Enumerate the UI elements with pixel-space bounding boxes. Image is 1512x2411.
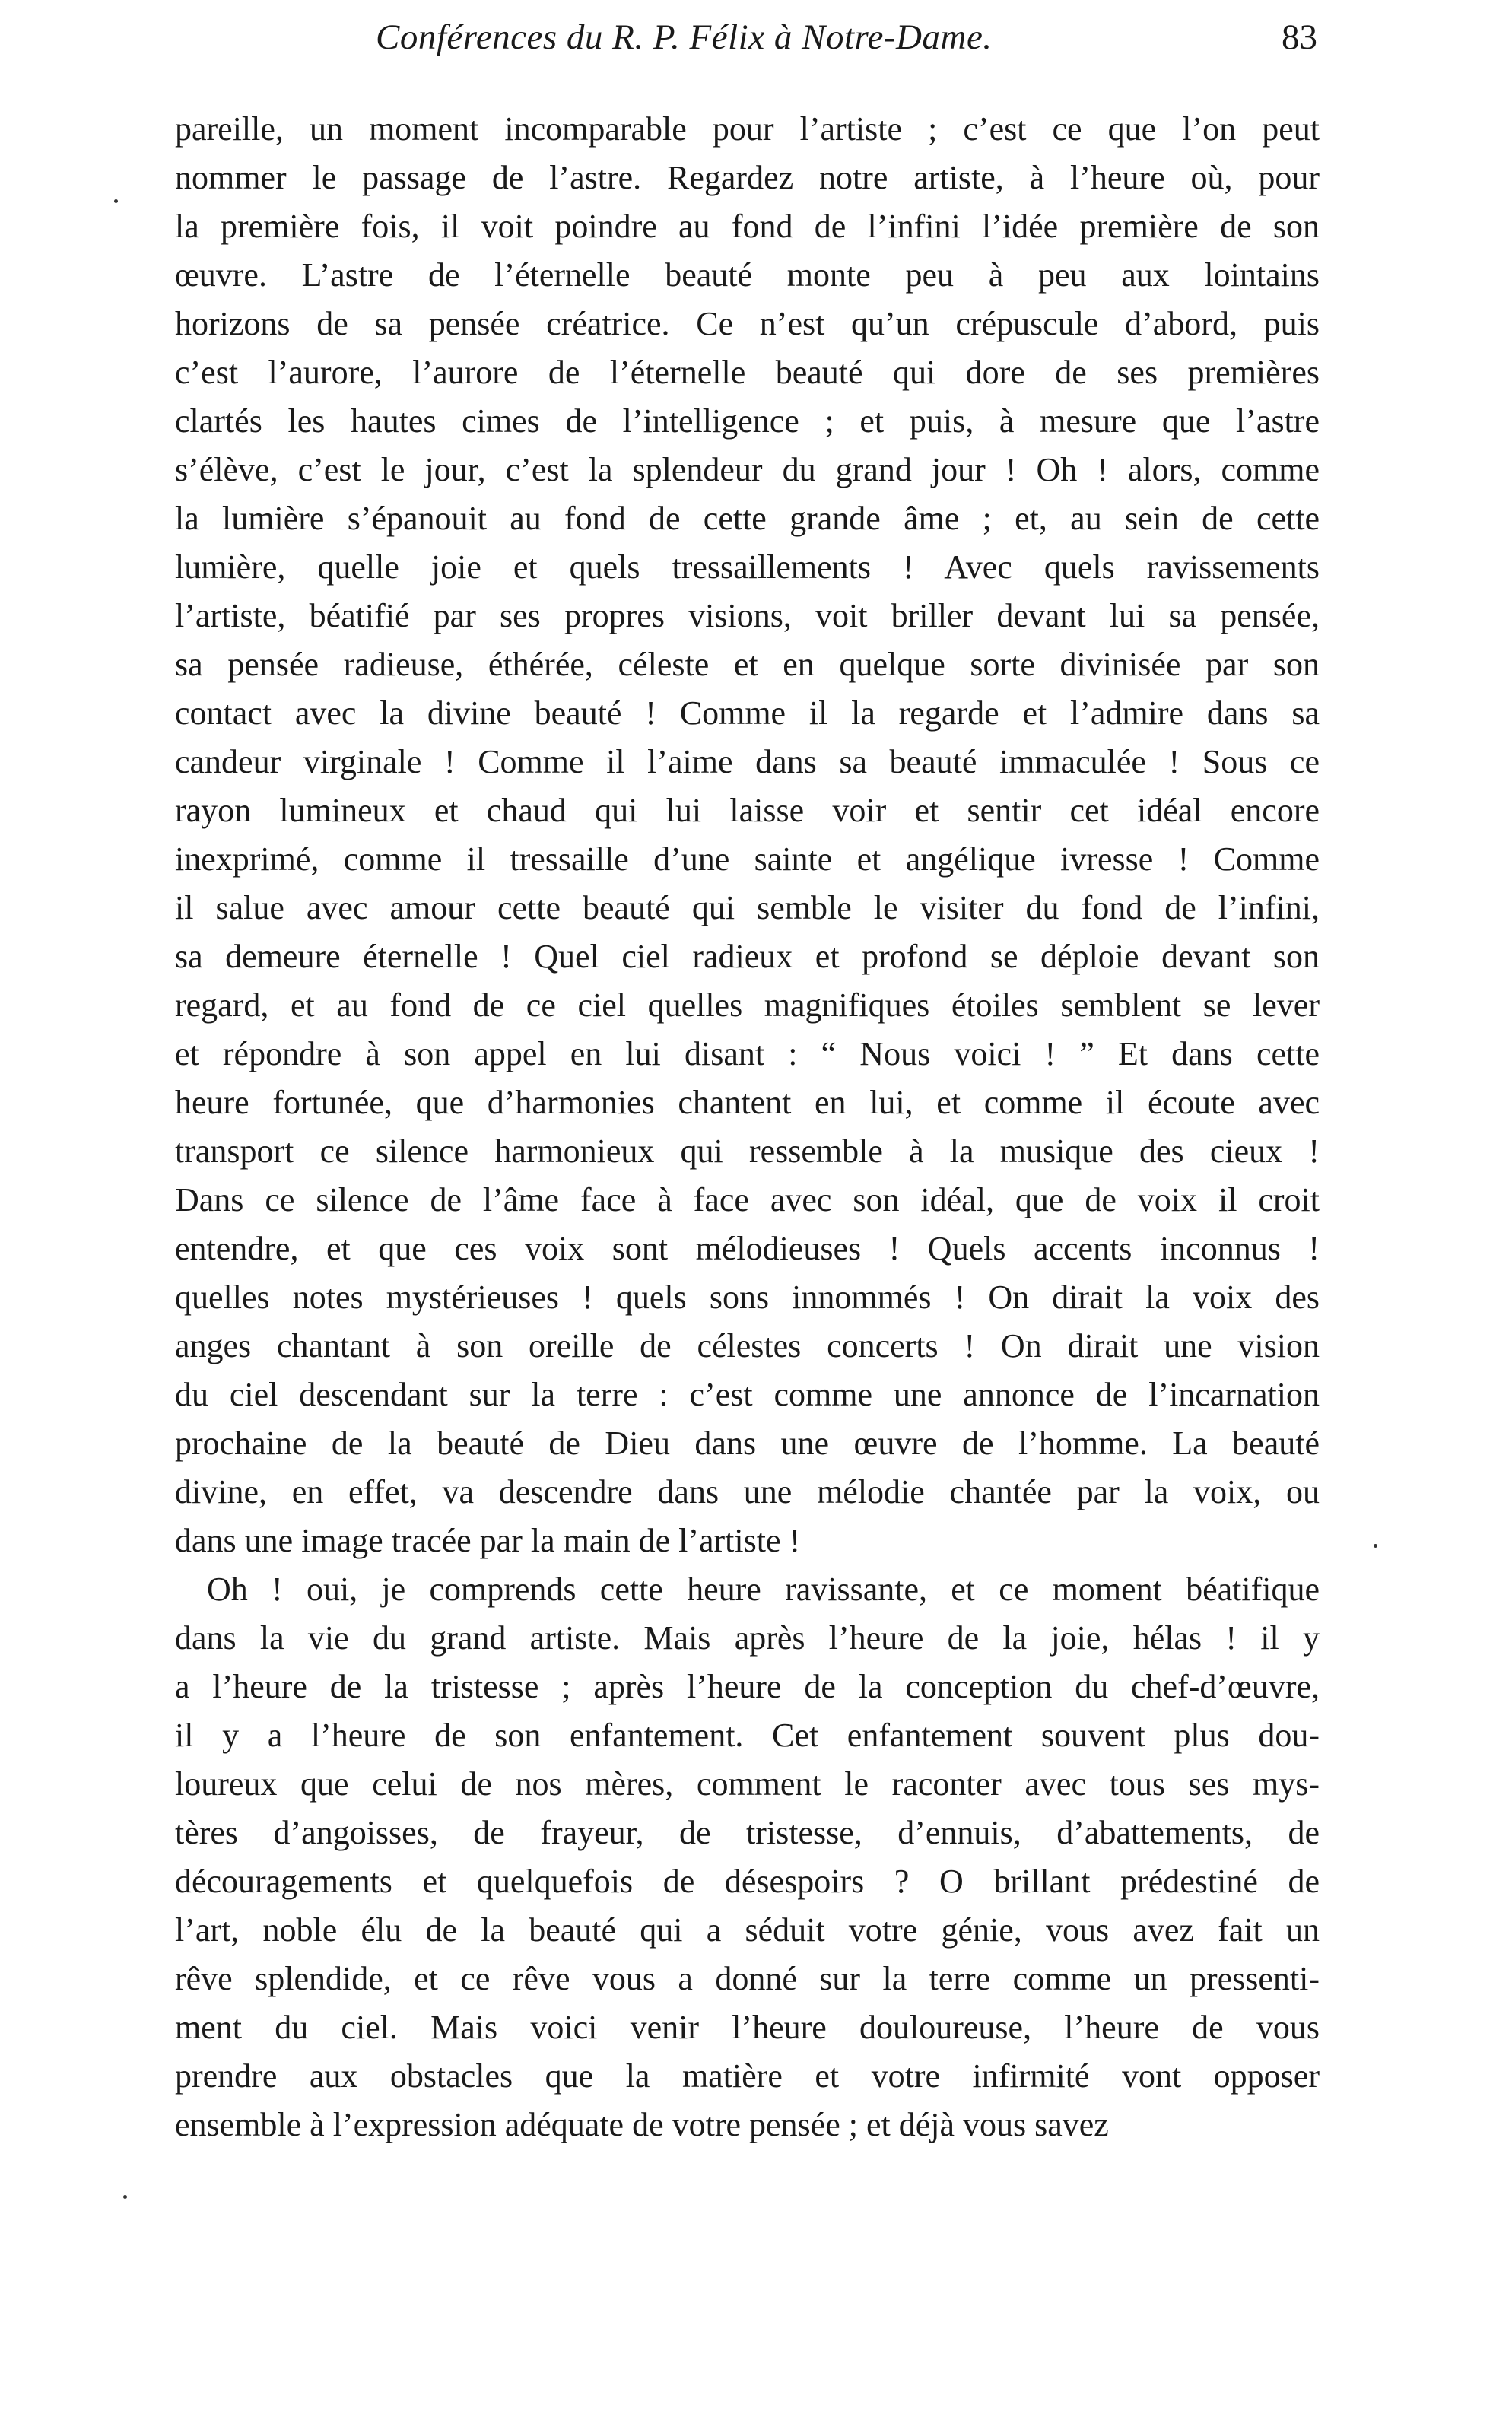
margin-speck: [114, 199, 118, 203]
text-line: sa demeure éternelle ! Quel ciel radieux et profond se déploie devant son: [175, 938, 1320, 975]
text-line: regard, et au fond de ce ciel quelles magnifiques étoiles semblent se lever: [175, 986, 1320, 1024]
text-line: nommer le passage de l’astre. Regardez notre artiste, à l’heure où, pour: [175, 159, 1320, 196]
margin-speck: [1374, 1544, 1377, 1548]
text-line: anges chantant à son oreille de célestes concerts ! On dirait une vision: [175, 1327, 1320, 1364]
text-line: l’art, noble élu de la beauté qui a séduit votre génie, vous avez fait un: [175, 1911, 1320, 1949]
text-line: heure fortunée, que d’harmonies chantent en lui, et comme il écoute avec: [175, 1084, 1320, 1121]
text-line: Oh ! oui, je comprends cette heure ravissante, et ce moment béatifique: [207, 1571, 1320, 1608]
text-line: dans une image tracée par la main de l’artiste !: [175, 1522, 801, 1559]
text-line: quelles notes mystérieuses ! quels sons innommés ! On dirait la voix des: [175, 1279, 1320, 1316]
paragraph: [175, 1565, 1320, 2149]
text-line: découragements et quelquefois de désespoirs ? O brillant prédestiné de: [175, 1863, 1320, 1900]
text-line: lumière, quelle joie et quels tressaillements ! Avec quels ravissements: [175, 548, 1320, 586]
text-line: a l’heure de la tristesse ; après l’heure de la conception du chef-d’œuvre,: [175, 1668, 1320, 1705]
text-line: clartés les hautes cimes de l’intelligence ; et puis, à mesure que l’astre: [175, 402, 1320, 440]
text-line: s’élève, c’est le jour, c’est la splendeur du grand jour ! Oh ! alors, comme: [175, 451, 1320, 488]
body-text: [175, 105, 1320, 2149]
text-line: prendre aux obstacles que la matière et votre infirmité vont opposer: [175, 2057, 1320, 2095]
text-line: ensemble à l’expression adéquate de votre pensée ; et déjà vous savez: [175, 2106, 1109, 2143]
text-line: il salue avec amour cette beauté qui semble le visiter du fond de l’infini,: [175, 889, 1320, 926]
text-line: œuvre. L’astre de l’éternelle beauté monte peu à peu aux lointains: [175, 256, 1320, 294]
text-line: sa pensée radieuse, éthérée, céleste et en quelque sorte divinisée par son: [175, 646, 1320, 683]
text-line: horizons de sa pensée créatrice. Ce n’est qu’un crépuscule d’abord, puis: [175, 305, 1320, 342]
running-title: Conférences du R. P. Félix à Notre-Dame.: [376, 17, 993, 57]
text-line: l’artiste, béatifié par ses propres visions, voit briller devant lui sa pensée,: [175, 597, 1320, 634]
text-line: ment du ciel. Mais voici venir l’heure douloureuse, l’heure de vous: [175, 2009, 1320, 2046]
text-line: transport ce silence harmonieux qui ressemble à la musique des cieux !: [175, 1132, 1320, 1170]
text-line: rayon lumineux et chaud qui lui laisse voir et sentir cet idéal encore: [175, 792, 1320, 829]
text-line: dans la vie du grand artiste. Mais après l’heure de la joie, hélas ! il y: [175, 1619, 1320, 1657]
text-line: rêve splendide, et ce rêve vous a donné sur la terre comme un pressenti-: [175, 1960, 1320, 1997]
text-line: pareille, un moment incomparable pour l’artiste ; c’est ce que l’on peut: [175, 110, 1320, 148]
margin-speck: [123, 2195, 127, 2199]
text-line: entendre, et que ces voix sont mélodieuses ! Quels accents inconnus !: [175, 1230, 1320, 1267]
text-line: et répondre à son appel en lui disant : “ Nous voici ! ” Et dans cette: [175, 1035, 1320, 1072]
paragraph: [175, 105, 1320, 1565]
text-line: du ciel descendant sur la terre : c’est comme une annonce de l’incarnation: [175, 1376, 1320, 1413]
text-line: divine, en effet, va descendre dans une mélodie chantée par la voix, ou: [175, 1473, 1320, 1510]
text-line: il y a l’heure de son enfantement. Cet enfantement souvent plus dou-: [175, 1717, 1320, 1754]
text-line: candeur virginale ! Comme il l’aime dans sa beauté immaculée ! Sous ce: [175, 743, 1320, 780]
text-line: loureux que celui de nos mères, comment le raconter avec tous ses mys-: [175, 1765, 1320, 1803]
text-line: Dans ce silence de l’âme face à face avec son idéal, que de voix il croit: [175, 1181, 1320, 1218]
text-line: inexprimé, comme il tressaille d’une sainte et angélique ivresse ! Comme: [175, 840, 1320, 878]
text-line: c’est l’aurore, l’aurore de l’éternelle beauté qui dore de ses premières: [175, 354, 1320, 391]
text-line: contact avec la divine beauté ! Comme il la regarde et l’admire dans sa: [175, 694, 1320, 732]
page-number: 83: [1282, 17, 1317, 57]
text-line: la lumière s’épanouit au fond de cette grande âme ; et, au sein de cette: [175, 500, 1320, 537]
text-line: la première fois, il voit poindre au fond de l’infini l’idée première de son: [175, 208, 1320, 245]
running-head: [176, 11, 1317, 64]
text-line: prochaine de la beauté de Dieu dans une œuvre de l’homme. La beauté: [175, 1425, 1320, 1462]
text-line: tères d’angoisses, de frayeur, de tristesse, d’ennuis, d’abattements, de: [175, 1814, 1320, 1851]
